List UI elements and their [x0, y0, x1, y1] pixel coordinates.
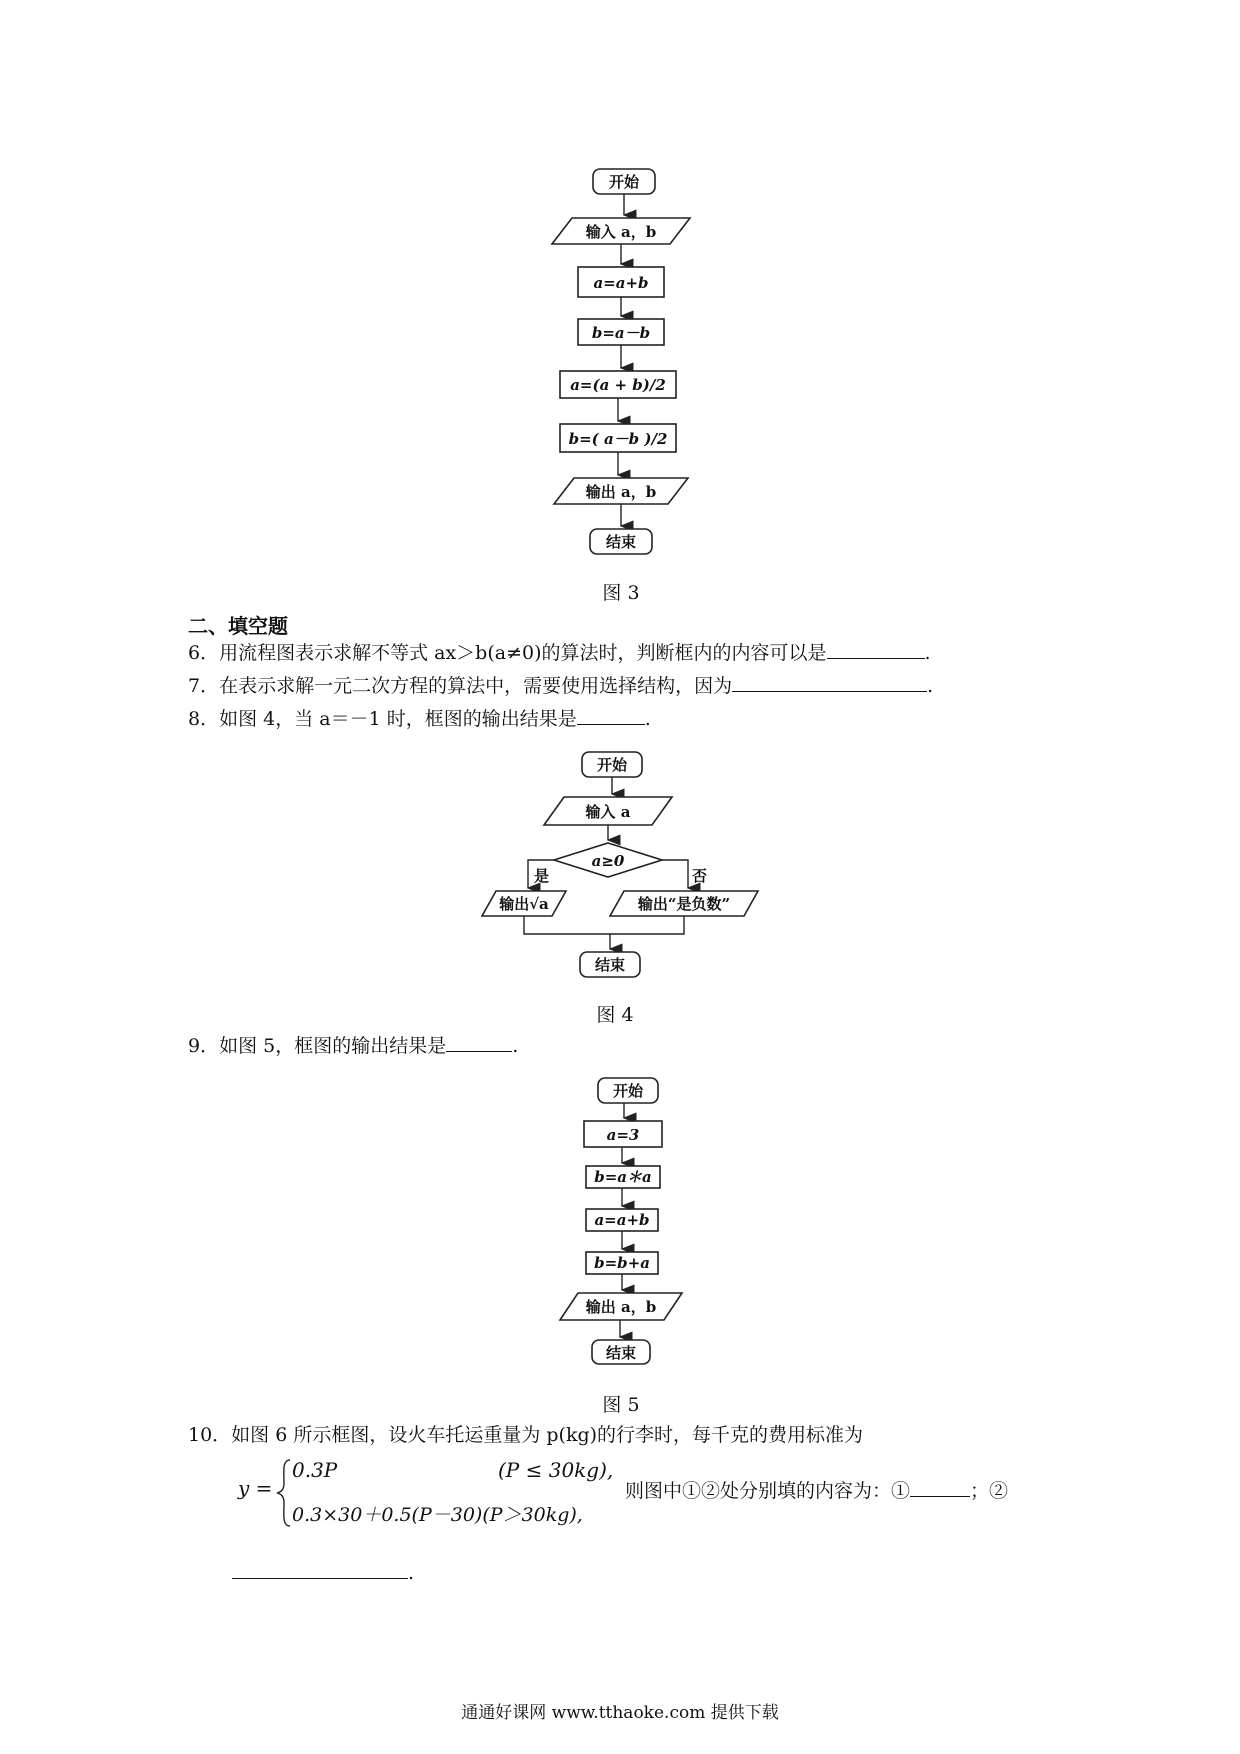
fig5-step2-text: b=a＊a — [594, 1168, 652, 1186]
question-10-line3 — [232, 1560, 414, 1586]
q10-case1-cond: (P ≤ 30kg), — [498, 1458, 614, 1482]
question-10-tail — [625, 1478, 1008, 1504]
fig3-step1-text: a=a+b — [593, 274, 649, 292]
question-10-end: . — [408, 1562, 415, 1584]
question-9-end: . — [512, 1035, 519, 1057]
fig5-step4-text: b=b+a — [594, 1254, 650, 1272]
q10-case1-expr: 0.3P — [292, 1458, 338, 1482]
fig3-step3-text: a=(a + b)/2 — [570, 376, 666, 394]
fig3-end-text: 结束 — [605, 533, 637, 551]
question-7-end: . — [927, 675, 934, 697]
fig5-start-text: 开始 — [612, 1082, 644, 1100]
fig5-step1-text: a=3 — [606, 1126, 640, 1144]
question-10-tail-text: 则图中①②处分别填的内容为：① — [625, 1480, 911, 1502]
fig4-yes-label: 是 — [534, 867, 550, 885]
answer-blank-10-2[interactable] — [232, 1560, 408, 1579]
fig4-end-text: 结束 — [594, 956, 626, 974]
fig5-output-text: 输出 a，b — [585, 1298, 657, 1316]
answer-blank-10-1[interactable] — [910, 1478, 970, 1497]
fig4-output-yes-text: 输出√a — [499, 895, 549, 913]
fig5-end-text: 结束 — [605, 1344, 637, 1362]
fig4-caption: 图 4 — [596, 1004, 634, 1026]
question-6-text: 6．用流程图表示求解不等式 ax＞b(a≠0)的算法时，判断框内的内容可以是 — [188, 642, 827, 664]
page-footer: 通通好课网 www.tthaoke.com 提供下载 — [461, 1703, 779, 1723]
fig4-no-label: 否 — [692, 867, 708, 885]
fig3-input-text: 输入 a，b — [585, 223, 657, 241]
fig3-output-text: 输出 a，b — [585, 483, 657, 501]
question-6-end: . — [924, 642, 931, 664]
fig3-start-text: 开始 — [608, 173, 640, 191]
q10-y-label: y = — [238, 1476, 273, 1500]
question-10-line1: 10．如图 6 所示框图，设火车托运重量为 p(kg)的行李时，每千克的费用标准为 — [188, 1424, 864, 1446]
fig4-start-text: 开始 — [596, 756, 628, 774]
question-8-end: . — [644, 708, 651, 730]
fig4-decision-text: a≥0 — [591, 852, 625, 870]
question-8-text: 8．如图 4，当 a＝－1 时，框图的输出结果是 — [188, 708, 577, 730]
question-7-text: 7．在表示求解一元二次方程的算法中，需要使用选择结构，因为 — [188, 675, 733, 697]
fig3-step2-text: b=a－b — [591, 324, 651, 342]
fig3-caption: 图 3 — [602, 582, 640, 604]
fig3-step4-text: b=( a－b )/2 — [568, 430, 668, 448]
fig4-output-no-text: 输出“是负数” — [637, 895, 731, 913]
question-9-text: 9．如图 5，框图的输出结果是 — [188, 1035, 447, 1057]
question-10-sep: ；② — [970, 1480, 1009, 1502]
fig5-caption: 图 5 — [602, 1394, 640, 1416]
fig4-input-text: 输入 a — [585, 803, 631, 821]
fig5-step3-text: a=a+b — [594, 1211, 650, 1229]
section-heading: 二、填空题 — [188, 614, 288, 638]
q10-case2: 0.3×30＋0.5(P－30)(P＞30kg), — [292, 1504, 583, 1526]
